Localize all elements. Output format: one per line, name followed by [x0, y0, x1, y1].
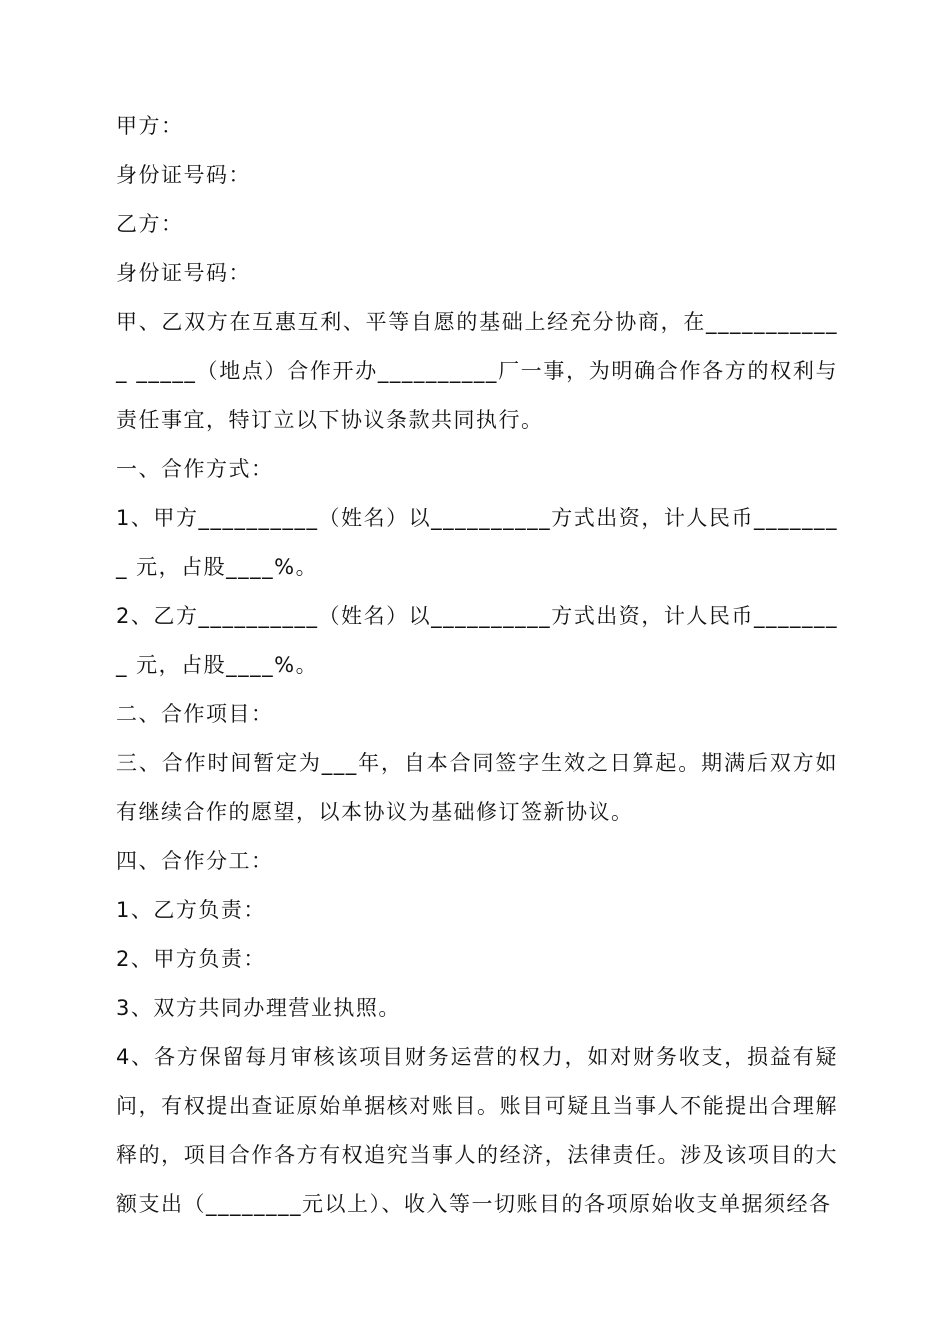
party-a-id-label: 身份证号码：	[116, 163, 251, 187]
section-1-heading: 一、合作方式：	[116, 457, 274, 481]
section-4-item-2: 2、甲方负责：	[116, 947, 266, 971]
section-4-item-1: 1、乙方负责：	[116, 898, 266, 922]
section-2-heading: 二、合作项目：	[116, 702, 274, 726]
section-3-paragraph: 三、合作时间暂定为___年，自本合同签字生效之日算起。期满后双方如有继续合作的愿望，以本协议为基础修订签新协议。	[116, 751, 838, 824]
section-1-item-1: 1、甲方__________（姓名）以__________方式出资，计人民币________ 元，占股____%。	[116, 506, 838, 579]
party-a-label: 甲方：	[116, 114, 184, 138]
party-b-id-label: 身份证号码：	[116, 261, 251, 285]
party-b-label: 乙方：	[116, 212, 184, 236]
section-4-item-4: 4、各方保留每月审核该项目财务运营的权力，如对财务收支，损益有疑问，有权提出查证原始单据核对账目。账目可疑且当事人不能提出合理解释的，项目合作各方有权追究当事人的经济，法律责任。涉及该项目的大额支出（________元以上）、收入等一切账目的各项原始收支单据须经各	[116, 1045, 838, 1216]
document-body	[116, 102, 838, 1229]
section-4-heading: 四、合作分工：	[116, 849, 274, 873]
section-1-item-2: 2、乙方__________（姓名）以__________方式出资，计人民币________ 元，占股____%。	[116, 604, 838, 677]
section-4-item-3: 3、双方共同办理营业执照。	[116, 996, 401, 1020]
preamble-paragraph: 甲、乙双方在互惠互利、平等自愿的基础上经充分协商，在____________ _____（地点）合作开办__________厂一事，为明确合作各方的权利与责任事宜，特订立以下协议条款共同执行。	[116, 310, 838, 432]
